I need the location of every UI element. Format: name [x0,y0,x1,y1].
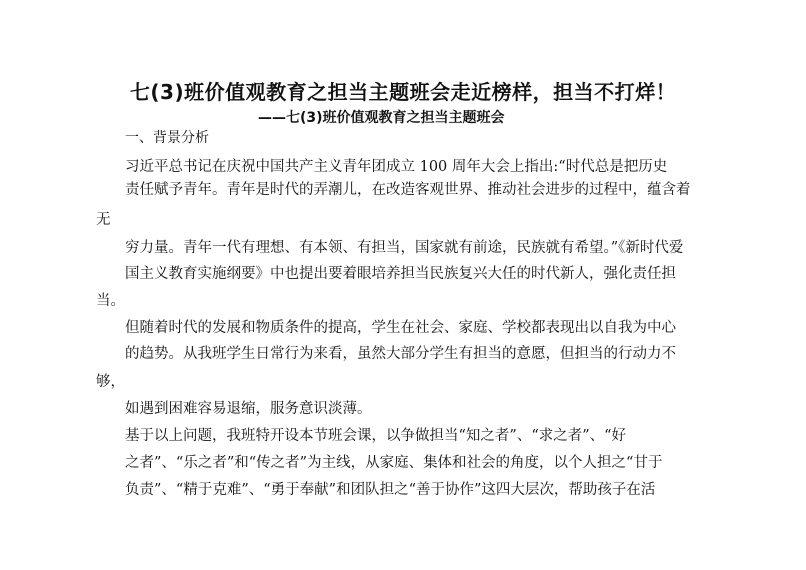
document-title: 七(3)班价值观教育之担当主题班会走近榜样，担当不打烊！ [129,80,677,104]
paragraph-line: 够， [96,374,125,390]
paragraph-line: 国主义教育实施纲要》中也提出要着眼培养担当民族复兴大任的时代新人，强化责任担 [125,266,676,282]
paragraph-line: 基于以上问题，我班特开设本节班会课，以争做担当“知之者”、“求之者”、“好 [125,428,627,444]
paragraph-line: 之者”、“乐之者”和“传之者”为主线，从家庭、集体和社会的角度，以个人担之“甘于 [125,455,663,471]
document-subtitle: ——七(3)班价值观教育之担当主题班会 [258,110,505,126]
paragraph-line: 负责”、“精于克难”、“勇于奉献”和团队担之“善于协作”这四大层次，帮助孩子在活 [125,482,656,498]
paragraph-line: 当。 [96,293,125,309]
paragraph-line: 责任赋予青年。青年是时代的弄潮儿，在改造客观世界、推动社会进步的过程中，蕴含着 [125,182,691,198]
paragraph-line: 无 [96,212,111,228]
paragraph-line: 的趋势。从我班学生日常行为来看，虽然大部分学生有担当的意愿，但担当的行动力不 [125,346,676,362]
paragraph-line: 但随着时代的发展和物质条件的提高，学生在社会、家庭、学校都表现出以自我为中心 [125,320,676,336]
paragraph-line: 如遇到困难容易退缩，服务意识淡薄。 [125,401,372,417]
paragraph-line: 穷力量。青年一代有理想、有本领、有担当，国家就有前途，民族就有希望。”《新时代爱 [125,240,684,256]
section-heading: 一、背景分析 [125,130,209,146]
paragraph-line: 习近平总书记在庆祝中国共产主义青年团成立 100 周年大会上指出:“时代总是把历史 [125,159,668,175]
